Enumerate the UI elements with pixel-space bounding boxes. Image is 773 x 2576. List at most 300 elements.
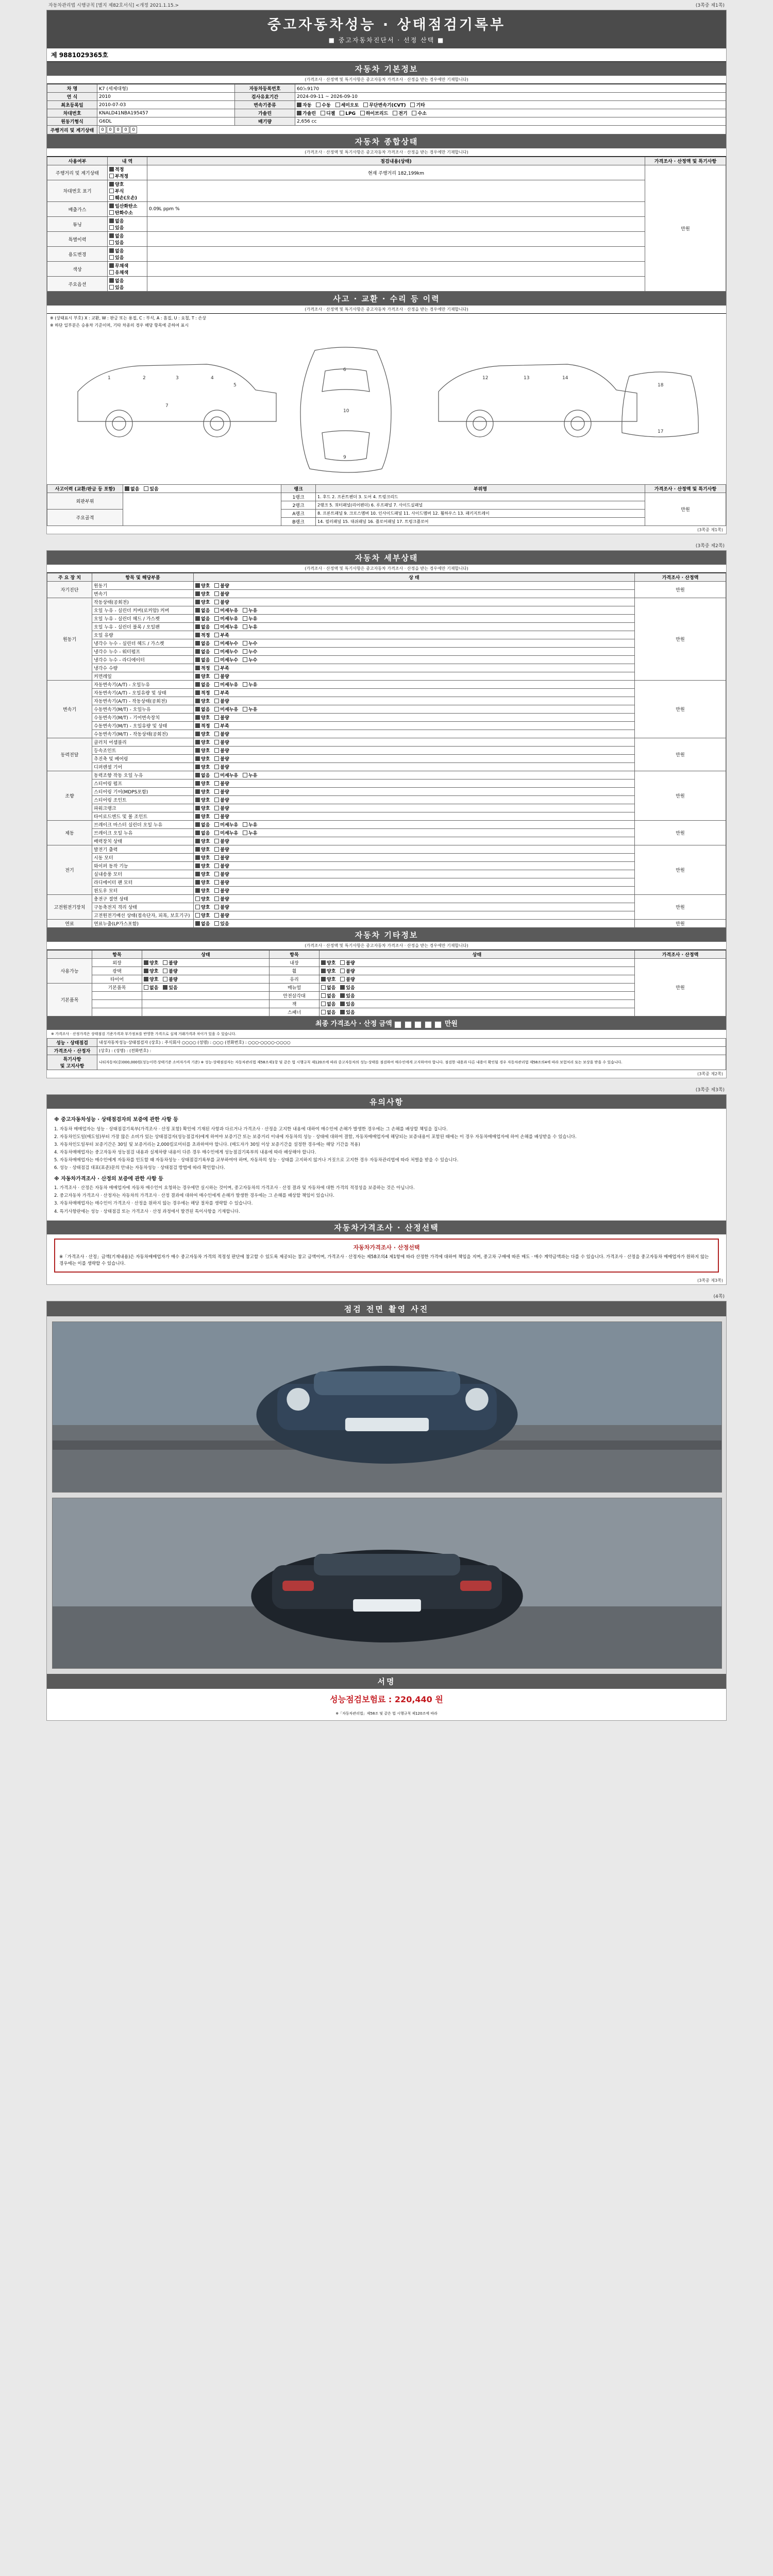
row-vin-opts	[108, 180, 147, 202]
other-b-5: 잭	[270, 1000, 320, 1008]
opt-f0-0[interactable]: 없음	[195, 922, 210, 927]
opt-o0-0[interactable]: 양호	[144, 961, 158, 966]
opt-t2-0[interactable]: 양호	[195, 699, 210, 704]
label-first-reg: 최초등록일	[47, 101, 97, 109]
part-trans-0: 자동변속기(A/T) - 오일누유	[92, 681, 194, 689]
opt-ob3-1[interactable]: 있음	[340, 986, 355, 991]
other-a-6	[92, 1008, 142, 1016]
other-a-1: 광택	[92, 967, 142, 975]
opt-s3-0[interactable]: 양호	[195, 798, 210, 803]
opt-b2-1[interactable]: 불량	[214, 839, 229, 844]
opt-d1-0[interactable]: 양호	[195, 749, 210, 754]
opt-el4-0[interactable]: 양호	[195, 880, 210, 886]
sheet-page-3	[46, 1094, 727, 1285]
inspector-body: 나티자동차(중)000,000원(성능이력·상태기준 소비자가격 기준) ※ 성능·상태점검자는 자동차관리법 제58조제1항 및 같은 법 시행규칙 제120조에 따라 중고자동차의 성능·상태를 점검하여 매수인에게 고지하여야 합니다. 점검한 내용과 다른 내용이 확인될 경우 자동차관리법 제58조의4에 따라 보험처리 또는 보상을 받을 수 있습니다.	[97, 1055, 726, 1070]
fee-label: 성능점검보험료 :	[330, 1694, 392, 1704]
opt-t0-0[interactable]: 없음	[195, 683, 210, 688]
opt-ob5-1[interactable]: 있음	[340, 1002, 355, 1007]
opt-el1-0[interactable]: 양호	[195, 856, 210, 861]
svg-text:12: 12	[482, 376, 489, 381]
opt-t1-1[interactable]: 부족	[214, 691, 229, 696]
opt-hv1-0[interactable]: 양호	[195, 905, 210, 910]
value-first-reg: 2010-07-03	[97, 101, 235, 109]
opt-e2-2[interactable]: 누유	[243, 617, 257, 622]
opt-e3-1[interactable]: 미세누유	[214, 625, 238, 630]
svg-text:10: 10	[343, 409, 349, 414]
overall-status-table	[47, 157, 726, 292]
amt-1: 0	[405, 1021, 412, 1028]
notice-h2: ※ 자동차가격조사 · 산정의 보증에 관한 사항 등	[54, 1176, 163, 1182]
opt-hv0-1[interactable]: 불량	[214, 897, 229, 902]
opt-d2-0[interactable]: 양호	[195, 757, 210, 762]
opt-options-1[interactable]: 있음	[109, 285, 124, 291]
other-ao-3	[142, 984, 270, 992]
rank-A-parts: 8. 프론트패널 9. 크로스멤버 10. 인사이드패널 11. 사이드멤버 12. 휠하우스 13. 패키지트레이	[316, 510, 645, 518]
opt-mileage-0[interactable]: 적정	[109, 167, 124, 173]
price-steer: 만원	[635, 771, 726, 821]
part-engine-9: 커먼레일	[92, 672, 194, 681]
group-electric: 전기	[47, 845, 92, 895]
section-overall-title: 자동차 종합상태	[47, 134, 726, 148]
price-brake: 만원	[635, 821, 726, 845]
row-mileage-name: 주행거리 및 계기상태	[47, 165, 108, 180]
part-engine-2: 오일 누유 - 실린더 헤드 / 가스켓	[92, 615, 194, 623]
other-bo-0	[320, 959, 635, 967]
opt-e0-1[interactable]: 불량	[214, 600, 229, 605]
rank-A: A랭크	[281, 510, 316, 518]
inspector-body-label: 특기사항 및 고지사항	[47, 1055, 97, 1070]
value-car-name: K7 (세제대형)	[97, 84, 235, 93]
value-inspection-period: 2024-09-11 ~ 2026-09-10	[295, 93, 726, 101]
value-year: 2010	[97, 93, 235, 101]
row-options-name: 주요옵션	[47, 277, 108, 292]
document-subtitle: ■ 중고자동차진단서 · 선정 산택 ■	[328, 37, 445, 44]
part-brake-0: 브레이크 마스터 실린더 오일 누유	[92, 821, 194, 829]
form-citation: 자동차관리법 시행규칙 [별지 제82호서식] <개정 2021.1.15.>	[48, 3, 179, 8]
opt-o0-1[interactable]: 불량	[163, 961, 177, 966]
overall-price-note: 만원	[645, 165, 726, 292]
opt-e8-0[interactable]: 적정	[195, 666, 210, 671]
other-group-basic: 기본품목	[47, 984, 92, 1016]
part-engine-6: 냉각수 누수 - 워터펌프	[92, 648, 194, 656]
opt-hv2-1[interactable]: 불량	[214, 913, 229, 919]
opt-trans-1[interactable]: 수동	[316, 103, 330, 108]
price-engine: 만원	[635, 598, 726, 681]
accident-blank	[123, 493, 281, 526]
label-fuel: 가솔린	[235, 109, 295, 117]
opt-o3-0[interactable]: 없음	[144, 986, 158, 991]
accident-price-val: 만원	[645, 493, 726, 526]
opt-t2-1[interactable]: 불량	[214, 699, 229, 704]
opt-trans-0[interactable]: 자동	[297, 103, 311, 108]
page4-topbar	[46, 1291, 727, 1301]
value-vin: KNALD41NBA195457	[97, 109, 235, 117]
other-ao-6	[142, 1008, 270, 1016]
state-engine-3	[194, 623, 635, 631]
opt-mileage-1[interactable]: 부적정	[109, 174, 128, 179]
opt-e7-0[interactable]: 없음	[195, 658, 210, 663]
signature-title: 서명	[47, 1674, 726, 1689]
opt-e6-0[interactable]: 없음	[195, 650, 210, 655]
opt-s2-1[interactable]: 불량	[214, 790, 229, 795]
state-hv-1	[194, 903, 635, 911]
opt-ob3-0[interactable]: 없음	[321, 986, 335, 991]
opt-e1-1[interactable]: 미세누유	[214, 608, 238, 614]
other-ao-1	[142, 967, 270, 975]
opt-b1-0[interactable]: 없음	[195, 831, 210, 836]
opt-ob1-1[interactable]: 불량	[340, 969, 355, 974]
state-engine-0	[194, 598, 635, 606]
opt-color-0[interactable]: 무채색	[109, 264, 128, 269]
svg-text:14: 14	[562, 376, 568, 381]
rank-B: B랭크	[281, 518, 316, 526]
other-bo-3	[320, 984, 635, 992]
part-steer-5: 타이로드엔드 및 볼 조인트	[92, 812, 194, 821]
opt-ob2-1[interactable]: 불량	[340, 977, 355, 982]
opt-el2-0[interactable]: 양호	[195, 864, 210, 869]
opt-e2-0[interactable]: 없음	[195, 617, 210, 622]
opt-e1-2[interactable]: 누유	[243, 608, 257, 614]
state-trans-0	[194, 681, 635, 689]
other-col-b: 항목	[270, 951, 320, 959]
opt-o2-0[interactable]: 양호	[144, 977, 158, 982]
inspector-value-0: 내성자동차성능·상태점검자 (상호) : 주식회사 ○○○○ (성명) : ○○○ (전화번호) : ○○○-○○○○-○○○○	[97, 1039, 726, 1047]
page-indicator-3: (3쪽중 제3쪽)	[695, 1088, 725, 1093]
state-steer-3	[194, 796, 635, 804]
accident-price-col: 가격조사 · 산정액 및 특기사항	[645, 485, 726, 493]
opt-trans-4[interactable]: 기타	[410, 103, 425, 108]
part-col: 부위명	[316, 485, 645, 493]
opt-s0-0[interactable]: 없음	[195, 773, 210, 778]
opt-fuel-3[interactable]: 하이브리드	[360, 111, 388, 116]
state-drive-2	[194, 755, 635, 763]
part-trans-6: 수동변속기(M/T) - 작동상태(공회전)	[92, 730, 194, 738]
detail-col-part: 항목 및 해당부품	[92, 573, 194, 582]
notice2-item-3: 4. 특기사항란에는 성능 · 상태점검 또는 가격조사 · 산정 과정에서 발견된 특이사항을 기재합니다.	[54, 1209, 240, 1214]
opt-s0-2[interactable]: 누유	[243, 773, 257, 778]
group-fuel: 연료	[47, 920, 92, 928]
opt-fuel-0[interactable]: 가솔린	[297, 111, 316, 116]
state-selfdiag-0	[194, 582, 635, 590]
detail-status-table	[47, 573, 726, 928]
row-history-name: 특별이력	[47, 232, 108, 247]
opt-s5-0[interactable]: 양호	[195, 815, 210, 820]
opt-el5-0[interactable]: 양호	[195, 889, 210, 894]
opt-e6-2[interactable]: 누수	[243, 650, 257, 655]
opt-vin-1[interactable]: 부식	[109, 189, 124, 194]
opt-el3-0[interactable]: 양호	[195, 872, 210, 877]
svg-text:4: 4	[211, 376, 214, 381]
opt-ob6-1[interactable]: 있음	[340, 1010, 355, 1015]
opt-t3-0[interactable]: 없음	[195, 707, 210, 713]
opt-t5-1[interactable]: 부족	[214, 724, 229, 729]
opt-vin-2[interactable]: 훼손(오손)	[109, 196, 137, 201]
opt-o1-0[interactable]: 양호	[144, 969, 158, 974]
opt-ob4-0[interactable]: 없음	[321, 994, 335, 999]
opt-e2-1[interactable]: 미세누유	[214, 617, 238, 622]
opt-o3-1[interactable]: 있음	[163, 986, 177, 991]
opt-d3-0[interactable]: 양호	[195, 765, 210, 770]
state-engine-8	[194, 664, 635, 672]
group-hv: 고전원전기장치	[47, 895, 92, 920]
state-engine-2	[194, 615, 635, 623]
opt-t1-0[interactable]: 적정	[195, 691, 210, 696]
inspector-label-1: 가격조사 · 산정자	[47, 1047, 97, 1055]
opt-t5-0[interactable]: 적정	[195, 724, 210, 729]
opt-s3-1[interactable]: 불량	[214, 798, 229, 803]
car-diagram-svg	[47, 330, 726, 484]
opt-d0-0[interactable]: 양호	[195, 740, 210, 745]
rank-1: 1랭크	[281, 493, 316, 501]
part-engine-0: 작동상태(공회전)	[92, 598, 194, 606]
opt-e8-1[interactable]: 부족	[214, 666, 229, 671]
opt-e4-0[interactable]: 적정	[195, 633, 210, 638]
doc-no-value: 9881029365호	[59, 52, 108, 59]
opt-t6-0[interactable]: 양호	[195, 732, 210, 737]
notice2-item-0: 1. 가격조사 · 산정은 자동차 매매업자에 자동차 매수인이 요청하는 경우에만 실시하는 것이며, 중고자동차의 가격조사 · 산정 결과 및 자동차에 대한 가격의 적정성을 보증하는 것은 아닙니다.	[54, 1185, 415, 1191]
detail-col-state: 상 태	[194, 573, 635, 582]
other-ao-5	[142, 1000, 270, 1008]
opt-d2-1[interactable]: 불량	[214, 757, 229, 762]
opt-options-0[interactable]: 없음	[109, 279, 124, 284]
opt-hv1-1[interactable]: 불량	[214, 905, 229, 910]
opt-d0-1[interactable]: 불량	[214, 740, 229, 745]
opt-sd1-0[interactable]: 양호	[195, 592, 210, 597]
detail-col-group: 주 요 장 치	[47, 573, 92, 582]
label-inspection-period: 검사유효기간	[235, 93, 295, 101]
opt-hv2-0[interactable]: 양호	[195, 913, 210, 919]
opt-t3-2[interactable]: 누유	[243, 707, 257, 713]
opt-e5-2[interactable]: 누수	[243, 641, 257, 647]
price-select-text: ※「가격조사 · 산정」금액(기재내용)은 자동차매매업자가 매수 중고자동차 가격의 적정성 판단에 참고할 수 있도록 제공되는 참고 금액이며, 가격조사 · 산정자는 제58조의4 제1항에 따라 산정한 가격에 대하여 책임을 지며, 중고차 구매에 따른 매도 · 매수 계약금액과는 다를 수 있습니다. 가격조사 · 산정을 중고자동차 매매업자가 원하지 않는 경우에는 이를 생략할 수 있습니다.	[59, 1255, 709, 1266]
opt-s4-0[interactable]: 양호	[195, 806, 210, 811]
opt-f0-1[interactable]: 있음	[214, 922, 229, 927]
opt-e5-1[interactable]: 미세누수	[214, 641, 238, 647]
part-engine-5: 냉각수 누수 - 실린더 헤드 / 가스켓	[92, 639, 194, 648]
row-tuning-name: 튜닝	[47, 217, 108, 232]
notice-item-3: 4. 자동차매매업자는 중고자동차 성능점검 내용과 실제차량 내용이 다른 경우 매수인에게 성능점검기록부의 내용에 따라 배상해야 합니다.	[54, 1150, 316, 1156]
opt-hv0-0[interactable]: 양호	[195, 897, 210, 902]
svg-text:7: 7	[165, 403, 169, 409]
opt-el2-1[interactable]: 불량	[214, 864, 229, 869]
opt-tuning-1[interactable]: 있음	[109, 226, 124, 231]
label-year: 연 식	[47, 93, 97, 101]
opt-s2-0[interactable]: 양호	[195, 790, 210, 795]
row-usechange-detail	[147, 247, 645, 262]
svg-text:6: 6	[343, 367, 346, 372]
other-group-col	[47, 951, 92, 959]
opt-accident-0[interactable]: 없음	[125, 487, 139, 492]
section-detail-title: 자동차 세부상태	[47, 551, 726, 565]
inspector-value-1: (상호) : (성명) : (전화번호) :	[97, 1047, 726, 1055]
other-col-bo: 상태	[320, 951, 635, 959]
other-b-2: 유리	[270, 975, 320, 984]
section-detail-note: (가격조사 · 산정액 및 특기사항은 중고자동차 가격조사 · 산정을 받는 경우에만 기재합니다)	[47, 565, 726, 573]
state-brake-2	[194, 837, 635, 845]
final-price-title-text: 최종 가격조사 · 산정 금액	[315, 1020, 392, 1028]
section-other-title: 자동차 기타정보	[47, 928, 726, 942]
label-vin: 차대번호	[47, 109, 97, 117]
opt-t0-2[interactable]: 누유	[243, 683, 257, 688]
photo-section-title: 점검 전면 촬영 사진	[47, 1301, 726, 1316]
col-use: 사용여부	[47, 157, 108, 165]
opt-o2-1[interactable]: 불량	[163, 977, 177, 982]
opt-color-1[interactable]: 유채색	[109, 270, 128, 276]
part-trans-2: 자동변속기(A/T) - 작동상태(공회전)	[92, 697, 194, 705]
accident-label: 사고이력 (교환/판금 등 포함)	[47, 485, 123, 493]
group-transmission: 변속기	[47, 681, 92, 738]
opt-el0-1[interactable]: 불량	[214, 848, 229, 853]
label-displacement: 배기량	[235, 117, 295, 126]
opt-el3-1[interactable]: 불량	[214, 872, 229, 877]
rank-1-parts: 1. 후드 2. 프론트펜더 3. 도어 4. 트렁크리드	[316, 493, 645, 501]
opt-trans-2[interactable]: 세미오토	[335, 103, 359, 108]
opt-el4-1[interactable]: 불량	[214, 880, 229, 886]
notice-body	[47, 1109, 726, 1221]
other-ao-2	[142, 975, 270, 984]
notice-item-0: 1. 자동차 매매업자는 성능 · 상태점검기록부(가격조사 · 산정 포함) 확인에 기재된 사항과 다르거나 가격조사 · 산정을 고지한 내용에 대하여 매수인에 손해가 발생한 경우에는 그 손해를 배상할 책임을 집니다.	[54, 1126, 448, 1132]
opt-e3-0[interactable]: 없음	[195, 625, 210, 630]
opt-b1-2[interactable]: 누유	[243, 831, 257, 836]
opt-o1-1[interactable]: 불량	[163, 969, 177, 974]
opt-d3-1[interactable]: 불량	[214, 765, 229, 770]
part-drive-1: 등속조인트	[92, 747, 194, 755]
opt-b0-2[interactable]: 누유	[243, 823, 257, 828]
opt-ob6-0[interactable]: 없음	[321, 1010, 335, 1015]
opt-s1-1[interactable]: 불량	[214, 782, 229, 787]
opt-s1-0[interactable]: 양호	[195, 782, 210, 787]
opt-b1-1[interactable]: 미세누유	[214, 831, 238, 836]
opt-t4-1[interactable]: 불량	[214, 716, 229, 721]
opt-trans-3[interactable]: 무단변속기(CVT)	[363, 103, 406, 108]
opt-e1-0[interactable]: 없음	[195, 608, 210, 614]
row-color-name: 색상	[47, 262, 108, 277]
opt-e9-0[interactable]: 양호	[195, 674, 210, 680]
opt-fuel-4[interactable]: 전기	[393, 111, 407, 116]
car-damage-diagram	[47, 330, 726, 484]
opt-ob1-0[interactable]: 양호	[321, 969, 335, 974]
notice-h1: ※ 중고자동차성능 · 상태점검자의 보증에 관한 사항 등	[54, 1117, 178, 1123]
price-fuel: 만원	[635, 920, 726, 928]
opt-e5-0[interactable]: 없음	[195, 641, 210, 647]
other-bo-4	[320, 992, 635, 1000]
opt-d1-1[interactable]: 불량	[214, 749, 229, 754]
state-engine-6	[194, 648, 635, 656]
opt-t3-1[interactable]: 미세누유	[214, 707, 238, 713]
photo-front	[52, 1321, 722, 1493]
opt-accident-1[interactable]: 있음	[144, 487, 158, 492]
value-plate-no: 60노9170	[295, 84, 726, 93]
row-options-opts	[108, 277, 147, 292]
row-color-detail	[147, 262, 645, 277]
opt-history-1[interactable]: 있음	[109, 241, 124, 246]
opt-ob2-0[interactable]: 양호	[321, 977, 335, 982]
other-b-1: 휠	[270, 967, 320, 975]
part-hv-0: 충전구 절연 상태	[92, 895, 194, 903]
value-meter: 0 0 0 0 0	[97, 126, 726, 134]
notice-item-5: 6. 성능 · 상태점검 대표(표준)문의 안내는 자동차성능 · 상태점검 방법에 따라 확인합니다.	[54, 1165, 225, 1171]
state-steer-4	[194, 804, 635, 812]
opt-e9-1[interactable]: 불량	[214, 674, 229, 680]
state-engine-7	[194, 656, 635, 664]
opt-ob5-0[interactable]: 없음	[321, 1002, 335, 1007]
final-price-note: ※ 가격조사 · 산정가격은 상태점검 기준가격과 부가정보를 반영한 가격으로 실제 거래가격과 차이가 있을 수 있습니다.	[51, 1032, 237, 1036]
opt-t4-0[interactable]: 양호	[195, 716, 210, 721]
opt-b2-0[interactable]: 양호	[195, 839, 210, 844]
opt-t0-1[interactable]: 미세누유	[214, 683, 238, 688]
part-selfdiag-1: 변속기	[92, 590, 194, 598]
part-steer-3: 스티어링 조인트	[92, 796, 194, 804]
label-meter: 주행거리 및 계기상태	[47, 126, 97, 134]
state-trans-1	[194, 689, 635, 697]
value-displacement: 2,656 cc	[295, 117, 726, 126]
opt-b0-1[interactable]: 미세누유	[214, 823, 238, 828]
opt-e3-2[interactable]: 누유	[243, 625, 257, 630]
opt-s4-1[interactable]: 불량	[214, 806, 229, 811]
opt-fuel-2[interactable]: LPG	[340, 111, 356, 116]
opt-ob4-1[interactable]: 있음	[340, 994, 355, 999]
opt-b0-0[interactable]: 없음	[195, 823, 210, 828]
group-brake: 제동	[47, 821, 92, 845]
opt-usechange-0[interactable]: 없음	[109, 249, 124, 254]
opt-sd0-0[interactable]: 양호	[195, 584, 210, 589]
page4-footnote: ※「자동차관리법」제58조 및 같은 법 시행규칙 제120조에 따라	[335, 1711, 438, 1716]
notice-item-1: 2. 자동차인도일(매도일)부터 가장 많은 소비가 있는 상태점검자(성능점검자)에게 하여야 보증기간 또는 보증거리 이내에 자동차의 성능 · 상태에 대하여 결함, 자동차매매업자에 해당되는 보증내용이 포함된 때에는 이 경우 자동차매매업자에 하여 손해를 배상받을 수 있습니다.	[54, 1134, 577, 1140]
other-a-2: 타이어	[92, 975, 142, 984]
opt-tuning-0[interactable]: 없음	[109, 219, 124, 224]
opt-emission-1[interactable]: 탄화수소	[109, 211, 133, 216]
opt-vin-0[interactable]: 양호	[109, 182, 124, 188]
other-bo-2	[320, 975, 635, 984]
part-steer-4: 파워크랭크	[92, 804, 194, 812]
opt-sd0-1[interactable]: 불량	[214, 584, 229, 589]
part-brake-1: 브레이크 오일 누유	[92, 829, 194, 837]
state-selfdiag-1	[194, 590, 635, 598]
opt-e4-1[interactable]: 부족	[214, 633, 229, 638]
opt-fuel-1[interactable]: 디젤	[321, 111, 335, 116]
opt-el0-0[interactable]: 양호	[195, 848, 210, 853]
other-b-3: 매뉴얼	[270, 984, 320, 992]
state-elec-3	[194, 870, 635, 878]
opt-e6-1[interactable]: 미세누수	[214, 650, 238, 655]
section-overall-note: (가격조사 · 산정액 및 특기사항은 중고자동차 가격조사 · 산정을 받는 경우에만 기재합니다)	[47, 148, 726, 157]
opt-ob0-1[interactable]: 불량	[340, 961, 355, 966]
label-plate-no: 자동차등록번호	[235, 84, 295, 93]
opt-el5-1[interactable]: 불량	[214, 889, 229, 894]
fee-value: 220,440 원	[394, 1694, 443, 1704]
part-elec-2: 와이퍼 동작 기능	[92, 862, 194, 870]
state-trans-4	[194, 714, 635, 722]
opt-ob0-0[interactable]: 양호	[321, 961, 335, 966]
opt-el1-1[interactable]: 불량	[214, 856, 229, 861]
price-hv: 만원	[635, 895, 726, 920]
col-item: 내 역	[108, 157, 147, 165]
opt-t6-1[interactable]: 불량	[214, 732, 229, 737]
opt-s0-1[interactable]: 미세누유	[214, 773, 238, 778]
state-engine-4	[194, 631, 635, 639]
opt-history-0[interactable]: 없음	[109, 234, 124, 239]
opt-e0-0[interactable]: 양호	[195, 600, 210, 605]
opt-sd1-1[interactable]: 불량	[214, 592, 229, 597]
rank-col: 랭크	[281, 485, 316, 493]
opt-fuel-5[interactable]: 수소	[412, 111, 426, 116]
opt-e7-2[interactable]: 누수	[243, 658, 257, 663]
part-drive-0: 클러치 어셈블리	[92, 738, 194, 747]
opt-s5-1[interactable]: 불량	[214, 815, 229, 820]
opt-usechange-1[interactable]: 있음	[109, 256, 124, 261]
opt-e7-1[interactable]: 미세누수	[214, 658, 238, 663]
opt-emission-0[interactable]: 일산화탄소	[109, 204, 137, 209]
